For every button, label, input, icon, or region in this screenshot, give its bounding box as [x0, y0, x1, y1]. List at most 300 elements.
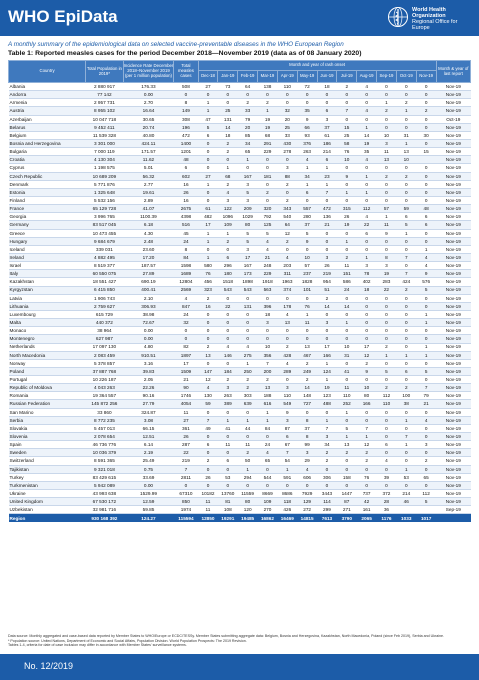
month-cell: 586 [337, 278, 357, 286]
last-report-cell: Nov-19 [436, 139, 470, 147]
last-report-cell: Nov-19 [436, 156, 470, 164]
month-cell: 248 [258, 262, 278, 270]
country-cell: Finland [9, 196, 86, 204]
month-cell: 0 [198, 433, 218, 441]
month-cell: 1 [416, 319, 436, 327]
month-cell: 19 [357, 139, 377, 147]
country-cell: Bosnia and Herzegovina [9, 139, 86, 147]
month-cell: 0 [377, 449, 397, 457]
month-cell: 1 [238, 359, 258, 367]
incidence-cell: 2.48 [123, 237, 174, 245]
month-cell: 0 [218, 91, 238, 99]
incidence-cell: 12.51 [123, 433, 174, 441]
month-cell: 0 [258, 335, 278, 343]
total-cell: 8 [174, 245, 198, 253]
month-cell: 2 [317, 294, 337, 302]
month-header: Dec-18 [198, 71, 218, 83]
month-cell: 0 [297, 91, 317, 99]
month-cell: 0 [396, 343, 416, 351]
month-cell: 0 [396, 376, 416, 384]
month-cell: 10 [357, 384, 377, 392]
table-row [9, 205, 471, 213]
month-cell: 5 [337, 424, 357, 432]
month-cell: 1 [396, 441, 416, 449]
country-cell: Belarus [9, 123, 86, 131]
month-cell: 3 [258, 319, 278, 327]
month-cell: 8669 [258, 490, 278, 498]
month-cell: 472 [317, 205, 337, 213]
month-cell: 0 [317, 99, 337, 107]
month-group-header: Month and year of rash onset [198, 61, 436, 71]
total-cell: 16 [174, 180, 198, 188]
month-cell: 263 [218, 392, 238, 400]
population-cell: 60 550 075 [86, 270, 123, 278]
month-cell: 38 [396, 400, 416, 408]
month-cell: 0 [277, 327, 297, 335]
month-cell: 87 [277, 424, 297, 432]
month-cell: 5 [416, 367, 436, 375]
month-cell: 1 [377, 213, 397, 221]
month-cell: 25 [337, 131, 357, 139]
country-cell: Armenia [9, 99, 86, 107]
who-logo [387, 4, 473, 32]
month-cell: 4 [218, 188, 238, 196]
month-cell: 13 [297, 343, 317, 351]
incidence-cell: 910.51 [123, 351, 174, 359]
incidence-cell: 20.74 [123, 123, 174, 131]
table-row [9, 270, 471, 278]
month-cell: 0 [416, 294, 436, 302]
month-cell: 65 [416, 473, 436, 481]
month-cell: 0 [277, 156, 297, 164]
month-cell: 0 [396, 83, 416, 91]
month-cell: 229 [258, 148, 278, 156]
month-cell: 2 [238, 384, 258, 392]
population-cell: 2 759 627 [86, 302, 123, 310]
month-cell: 0 [238, 335, 258, 343]
month-cell: 0 [198, 335, 218, 343]
population-cell: 77 142 [86, 91, 123, 99]
month-cell: 7929 [297, 490, 317, 498]
month-cell: 0 [258, 481, 278, 489]
table-row [9, 91, 471, 99]
month-cell: 2 [377, 384, 397, 392]
population-cell: 10 689 209 [86, 172, 123, 180]
incidence-cell: 176.33 [123, 83, 174, 91]
month-cell: 30 [416, 131, 436, 139]
incidence-cell: 400.41 [123, 286, 174, 294]
country-cell: Turkey [9, 473, 86, 481]
month-cell: 0 [198, 91, 218, 99]
total-cell: 149 [174, 107, 198, 115]
population-cell: 5 378 857 [86, 359, 123, 367]
country-cell: Iceland [9, 245, 86, 253]
country-cell: Israel [9, 262, 86, 270]
month-cell: 0 [317, 237, 337, 245]
month-cell: 0 [277, 481, 297, 489]
month-cell: 76 [198, 270, 218, 278]
population-cell: 11 539 328 [86, 131, 123, 139]
month-cell: 1 [218, 416, 238, 424]
month-cell: 0 [377, 335, 397, 343]
month-cell: 131 [218, 115, 238, 123]
month-cell: 21 [317, 221, 337, 229]
month-cell: 17 [317, 343, 337, 351]
month-cell: 0 [317, 245, 337, 253]
month-cell: 184 [218, 367, 238, 375]
month-cell: 26 [317, 262, 337, 270]
month-cell: 4 [218, 343, 238, 351]
population-cell: 67 530 172 [86, 498, 123, 506]
month-cell: 0 [198, 327, 218, 335]
population-cell: 18 551 427 [86, 278, 123, 286]
month-cell: 0 [357, 408, 377, 416]
month-cell: 0 [198, 156, 218, 164]
month-cell: 0 [258, 164, 278, 172]
month-cell: 263 [297, 148, 317, 156]
month-header: Apr-19 [277, 71, 297, 83]
month-cell: 4 [277, 310, 297, 318]
month-cell: 2 [258, 188, 278, 196]
last-report-cell: Nov-19 [436, 164, 470, 172]
month-cell: 4 [198, 384, 218, 392]
month-cell: 50 [238, 457, 258, 465]
month-cell: 22 [218, 302, 238, 310]
country-cell: Ukraine [9, 490, 86, 498]
total-cell: 45 [174, 229, 198, 237]
total-cell: 48 [174, 156, 198, 164]
total-month-cell: 7613 [317, 514, 337, 522]
month-cell: 25 [277, 123, 297, 131]
month-cell: 0 [337, 294, 357, 302]
month-cell: 20 [238, 123, 258, 131]
country-header: Country [9, 61, 86, 83]
incidence-cell: 6.18 [123, 221, 174, 229]
population-cell: 38 964 [86, 327, 123, 335]
month-cell: 0 [396, 115, 416, 123]
month-cell: 1 [317, 416, 337, 424]
table-row [9, 253, 471, 261]
incidence-cell: 0.00 [123, 335, 174, 343]
month-cell: 0 [277, 99, 297, 107]
total-cell: 4 [174, 294, 198, 302]
month-cell: 7 [357, 424, 377, 432]
month-cell: 93 [297, 131, 317, 139]
month-cell: 65 [238, 148, 258, 156]
month-cell: 2 [357, 359, 377, 367]
last-report-cell: Sep-19 [436, 506, 470, 514]
last-report-cell: Nov-19 [436, 384, 470, 392]
incidence-cell: 25.49 [123, 457, 174, 465]
month-cell: 11 [297, 319, 317, 327]
month-cell: 33 [277, 131, 297, 139]
month-cell: 376 [297, 139, 317, 147]
population-cell: 2 083 459 [86, 351, 123, 359]
last-report-cell: Nov-19 [436, 83, 470, 91]
incidence-cell: 66.15 [123, 424, 174, 432]
table-row [9, 465, 471, 473]
month-cell: 311 [277, 270, 297, 278]
month-cell: 14 [218, 123, 238, 131]
month-cell: 4 [357, 213, 377, 221]
month-cell: 0 [357, 376, 377, 384]
month-cell: 2 [258, 99, 278, 107]
month-cell: 10182 [198, 490, 218, 498]
month-cell: 13760 [218, 490, 238, 498]
month-cell: 0 [357, 465, 377, 473]
total-last-report-cell [436, 514, 470, 522]
month-cell: 79 [238, 115, 258, 123]
month-cell: 2 [337, 449, 357, 457]
last-report-cell: Nov-19 [436, 302, 470, 310]
month-cell: 5 [238, 237, 258, 245]
month-cell: 28 [377, 498, 397, 506]
month-cell: 303 [238, 392, 258, 400]
population-cell: 10 473 455 [86, 229, 123, 237]
country-cell: Kyrgyzstan [9, 286, 86, 294]
total-month-cell: 14815 [297, 514, 317, 522]
month-cell: 181 [258, 172, 278, 180]
month-cell: 0 [416, 481, 436, 489]
month-cell: 430 [277, 139, 297, 147]
month-cell: 0 [258, 180, 278, 188]
month-cell: 4 [258, 245, 278, 253]
month-cell: 428 [277, 351, 297, 359]
month-cell: 76 [297, 302, 317, 310]
month-cell: 0 [277, 188, 297, 196]
month-cell: 4 [377, 457, 397, 465]
month-cell: 563 [258, 286, 278, 294]
month-cell: 112 [357, 205, 377, 213]
month-cell: 67 [277, 441, 297, 449]
month-cell: 0 [337, 310, 357, 318]
month-cell: 0 [377, 433, 397, 441]
month-cell: 3 [277, 416, 297, 424]
month-cell: 147 [198, 367, 218, 375]
month-cell: 18 [357, 286, 377, 294]
month-header: Nov-19 [416, 71, 436, 83]
month-cell: 66 [297, 123, 317, 131]
country-cell: Ireland [9, 253, 86, 261]
month-cell: 0 [357, 294, 377, 302]
month-cell: 0 [238, 164, 258, 172]
month-cell: 2 [277, 196, 297, 204]
population-cell: 10 226 187 [86, 376, 123, 384]
month-cell: 0 [377, 359, 397, 367]
month-cell: 402 [357, 278, 377, 286]
month-cell: 54 [277, 457, 297, 465]
month-cell: 173 [238, 270, 258, 278]
month-cell: 5 [416, 286, 436, 294]
month-cell: 0 [337, 481, 357, 489]
footnote-criteria: Tables 1-4, criteria for date of case inclusion may differ in accordance with Member States' surveillance systems. [8, 643, 187, 648]
month-cell: 130 [198, 392, 218, 400]
month-cell: 0 [396, 180, 416, 188]
month-cell: 35 [297, 107, 317, 115]
total-cell: 82 [174, 343, 198, 351]
population-cell: 83 517 045 [86, 221, 123, 229]
last-report-cell: Oct-19 [436, 115, 470, 123]
incidence-cell: 2.70 [123, 99, 174, 107]
month-cell: 79 [416, 392, 436, 400]
month-cell: 0 [198, 245, 218, 253]
month-cell: 4 [297, 156, 317, 164]
month-cell: 31 [337, 351, 357, 359]
month-cell: 5 [377, 367, 397, 375]
country-cell: Czech Republic [9, 172, 86, 180]
last-report-cell: Nov-19 [436, 148, 470, 156]
month-cell: 289 [277, 367, 297, 375]
month-cell: 118 [277, 498, 297, 506]
country-cell: Germany [9, 221, 86, 229]
month-cell: 5 [238, 188, 258, 196]
month-cell: 0 [377, 424, 397, 432]
month-cell: 0 [218, 481, 238, 489]
month-cell: 2 [377, 343, 397, 351]
month-cell: 2 [297, 376, 317, 384]
month-cell: 48 [416, 205, 436, 213]
month-cell: 271 [337, 506, 357, 514]
month-cell: 0 [357, 335, 377, 343]
month-cell: 482 [198, 213, 218, 221]
incidence-cell: 6.14 [123, 441, 174, 449]
month-cell: 0 [198, 164, 218, 172]
month-cell: 1 [198, 229, 218, 237]
month-cell: 0 [258, 91, 278, 99]
country-cell: Bulgaria [9, 148, 86, 156]
month-cell [416, 506, 436, 514]
month-cell: 320 [258, 205, 278, 213]
last-report-cell: Nov-19 [436, 253, 470, 261]
last-report-cell: Nov-19 [436, 262, 470, 270]
month-cell: 33 [238, 107, 258, 115]
incidence-cell: 12.59 [123, 498, 174, 506]
last-report-cell: Nov-19 [436, 229, 470, 237]
month-cell: 37 [317, 123, 337, 131]
month-cell: 4 [416, 253, 436, 261]
month-cell: 148 [297, 392, 317, 400]
month-cell: 0 [416, 335, 436, 343]
last-report-cell: Nov-19 [436, 441, 470, 449]
month-cell: 727 [297, 400, 317, 408]
total-cell: 4398 [174, 213, 198, 221]
population-cell: 3 301 000 [86, 139, 123, 147]
total-month-cell: 1017 [416, 514, 436, 522]
population-cell: 9 321 018 [86, 465, 123, 473]
month-cell: 0 [416, 91, 436, 99]
table-row [9, 343, 471, 351]
population-cell: 627 987 [86, 335, 123, 343]
month-cell: 51 [317, 286, 337, 294]
month-header: Feb-19 [238, 71, 258, 83]
month-cell: 10 [297, 253, 317, 261]
month-cell: 2 [317, 449, 337, 457]
incidence-cell: 0.00 [123, 481, 174, 489]
month-cell: 1 [198, 253, 218, 261]
last-report-cell: Nov-19 [436, 278, 470, 286]
month-cell: 8686 [277, 490, 297, 498]
month-cell: 37 [297, 221, 317, 229]
month-cell: 1447 [337, 490, 357, 498]
total-cell: 196 [174, 123, 198, 131]
incidence-cell: 4.80 [123, 343, 174, 351]
month-header: Aug-19 [357, 71, 377, 83]
month-cell: 0 [357, 416, 377, 424]
month-cell: 0 [357, 91, 377, 99]
month-cell: 0 [357, 196, 377, 204]
table-row [9, 473, 471, 481]
month-cell: 1 [396, 465, 416, 473]
month-cell: 1096 [218, 213, 238, 221]
month-cell: 737 [357, 490, 377, 498]
month-cell: 280 [297, 213, 317, 221]
population-cell: 33 860 [86, 408, 123, 416]
total-cell: 7 [174, 465, 198, 473]
month-cell: 456 [198, 278, 218, 286]
month-cell: 5 [198, 123, 218, 131]
month-cell: 27 [198, 172, 218, 180]
total-cell: 361 [174, 424, 198, 432]
month-cell: 53 [218, 473, 238, 481]
incidence-cell: 1529.99 [123, 490, 174, 498]
month-cell: 88 [277, 172, 297, 180]
total-cell: 1201 [174, 148, 198, 156]
population-cell: 1 325 648 [86, 188, 123, 196]
table-row [9, 213, 471, 221]
month-header: Jun-19 [317, 71, 337, 83]
month-cell: 110 [377, 400, 397, 408]
month-cell: 109 [258, 498, 278, 506]
month-cell: 0 [218, 327, 238, 335]
incidence-cell: 40.80 [123, 131, 174, 139]
month-cell: 13 [337, 441, 357, 449]
month-cell: 606 [297, 473, 317, 481]
month-cell: 57 [377, 205, 397, 213]
month-cell: 5 [238, 229, 258, 237]
month-cell: 108 [218, 506, 238, 514]
month-cell: 1828 [297, 278, 317, 286]
month-cell: 0 [218, 335, 238, 343]
month-cell: 0 [396, 164, 416, 172]
month-cell: 0 [258, 294, 278, 302]
last-report-cell: Nov-19 [436, 131, 470, 139]
month-cell: 0 [396, 424, 416, 432]
total-month-cell: 2065 [357, 514, 377, 522]
month-cell: 1 [416, 343, 436, 351]
incidence-cell: 41.07 [123, 205, 174, 213]
month-cell: 296 [218, 262, 238, 270]
month-cell: 4 [357, 156, 377, 164]
month-cell: 1 [317, 180, 337, 188]
month-cell: 0 [337, 196, 357, 204]
month-cell: 20 [277, 115, 297, 123]
month-cell: 1 [218, 229, 238, 237]
month-cell: 323 [198, 286, 218, 294]
month-cell: 252 [337, 400, 357, 408]
month-cell: 3 [277, 164, 297, 172]
month-cell: 0 [238, 310, 258, 318]
population-cell: 37 887 768 [86, 367, 123, 375]
population-cell: 10 036 379 [86, 449, 123, 457]
total-month-cell: 19291 [218, 514, 238, 522]
last-report-cell: Nov-19 [436, 310, 470, 318]
incidence-cell: 187.57 [123, 262, 174, 270]
month-cell: 0 [416, 408, 436, 416]
country-cell: Kazakhstan [9, 278, 86, 286]
month-cell: 543 [238, 286, 258, 294]
table-row [9, 237, 471, 245]
population-cell: 8 955 102 [86, 107, 123, 115]
